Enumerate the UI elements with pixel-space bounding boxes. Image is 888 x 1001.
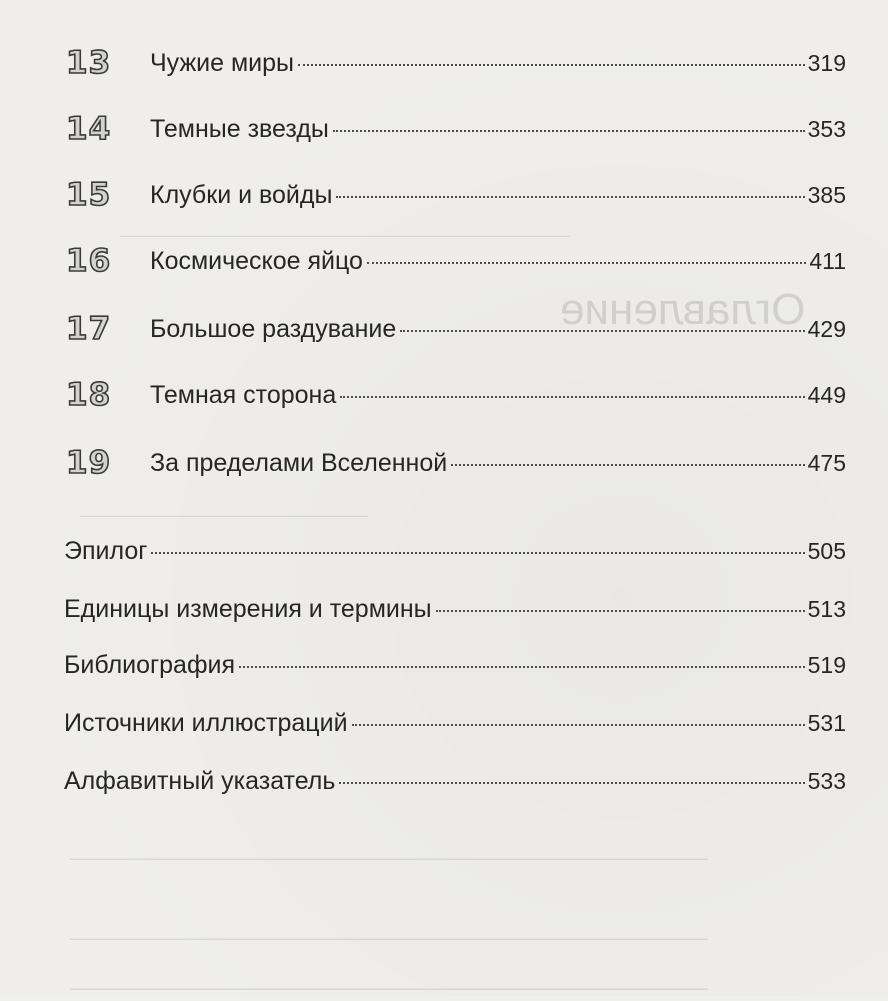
toc-line — [150, 241, 846, 281]
dot-leader — [340, 395, 804, 398]
dot-leader — [339, 781, 804, 784]
chapter-title: За пределами Вселенной — [150, 449, 448, 477]
toc-line — [150, 309, 846, 349]
toc-line — [150, 375, 846, 415]
toc-line — [64, 589, 846, 629]
chapter-number: 18 — [66, 377, 112, 413]
chapter-title: Клубки и войды — [150, 181, 333, 209]
page-number: 533 — [807, 768, 846, 794]
toc-chapter-entry[interactable] — [0, 109, 888, 149]
dot-leader — [436, 609, 805, 612]
page-number: 429 — [807, 316, 846, 342]
toc-line — [64, 703, 846, 743]
page-number: 531 — [807, 710, 846, 736]
page-number: 513 — [807, 596, 846, 622]
dot-leader — [239, 665, 805, 668]
toc-line — [150, 443, 846, 483]
toc-chapter-entry[interactable] — [0, 375, 888, 415]
dot-leader — [451, 463, 804, 466]
bleed-through-text: ————————————————————————————— — [70, 975, 708, 1000]
page-number: 449 — [807, 382, 846, 408]
chapter-number: 19 — [66, 445, 112, 481]
bleed-through-text: ————————————————————————————— — [70, 925, 708, 950]
chapter-title: Космическое яйцо — [150, 247, 363, 275]
chapter-number: 16 — [66, 243, 112, 279]
chapter-title: Темная сторона — [150, 381, 337, 409]
dot-leader — [367, 261, 806, 264]
page-number: 385 — [807, 182, 846, 208]
dot-leader — [298, 63, 805, 66]
dot-leader — [333, 129, 805, 132]
chapter-number: 14 — [66, 111, 112, 147]
dot-leader — [400, 329, 804, 332]
dot-leader — [336, 195, 804, 198]
dot-leader — [352, 723, 805, 726]
toc-chapter-entry[interactable] — [0, 443, 888, 483]
toc-section-entry[interactable] — [0, 645, 888, 685]
toc-line — [150, 175, 846, 215]
toc-line — [64, 645, 846, 685]
dot-leader — [151, 551, 804, 554]
page-number: 319 — [807, 50, 846, 76]
page-number: 505 — [807, 538, 846, 564]
toc-section-entry[interactable] — [0, 589, 888, 629]
bleed-through-text: ———————————————— — [80, 505, 368, 525]
toc-chapter-entry[interactable] — [0, 241, 888, 281]
chapter-number: 17 — [66, 311, 112, 347]
toc-line — [64, 761, 846, 801]
section-title: Единицы измерения и термины — [64, 595, 432, 623]
chapter-number: 13 — [66, 45, 112, 81]
bleed-through-text: ————————————————————————————— — [70, 845, 708, 870]
toc-chapter-entry[interactable] — [0, 43, 888, 83]
section-title: Библиография — [64, 651, 236, 679]
chapter-number: 15 — [66, 177, 112, 213]
page-number: 353 — [807, 116, 846, 142]
section-title: Источники иллюстраций — [64, 709, 348, 737]
section-title: Эпилог — [64, 537, 148, 565]
bleed-through-text: ————————————————————————— — [120, 225, 570, 245]
toc-line — [64, 531, 846, 571]
page-number: 411 — [809, 248, 846, 274]
page-number: 519 — [807, 652, 846, 678]
toc-chapter-entry[interactable] — [0, 309, 888, 349]
toc-section-entry[interactable] — [0, 703, 888, 743]
toc-section-entry[interactable] — [0, 531, 888, 571]
chapter-title: Чужие миры — [150, 49, 295, 77]
toc-section-entry[interactable] — [0, 761, 888, 801]
section-title: Алфавитный указатель — [64, 767, 336, 795]
bleed-through-heading: Оглавление — [560, 285, 806, 334]
page-number: 475 — [807, 450, 846, 476]
toc-line — [150, 109, 846, 149]
chapter-title: Большое раздувание — [150, 315, 397, 343]
chapter-title: Темные звезды — [150, 115, 329, 143]
toc-chapter-entry[interactable] — [0, 175, 888, 215]
toc-line — [150, 43, 846, 83]
